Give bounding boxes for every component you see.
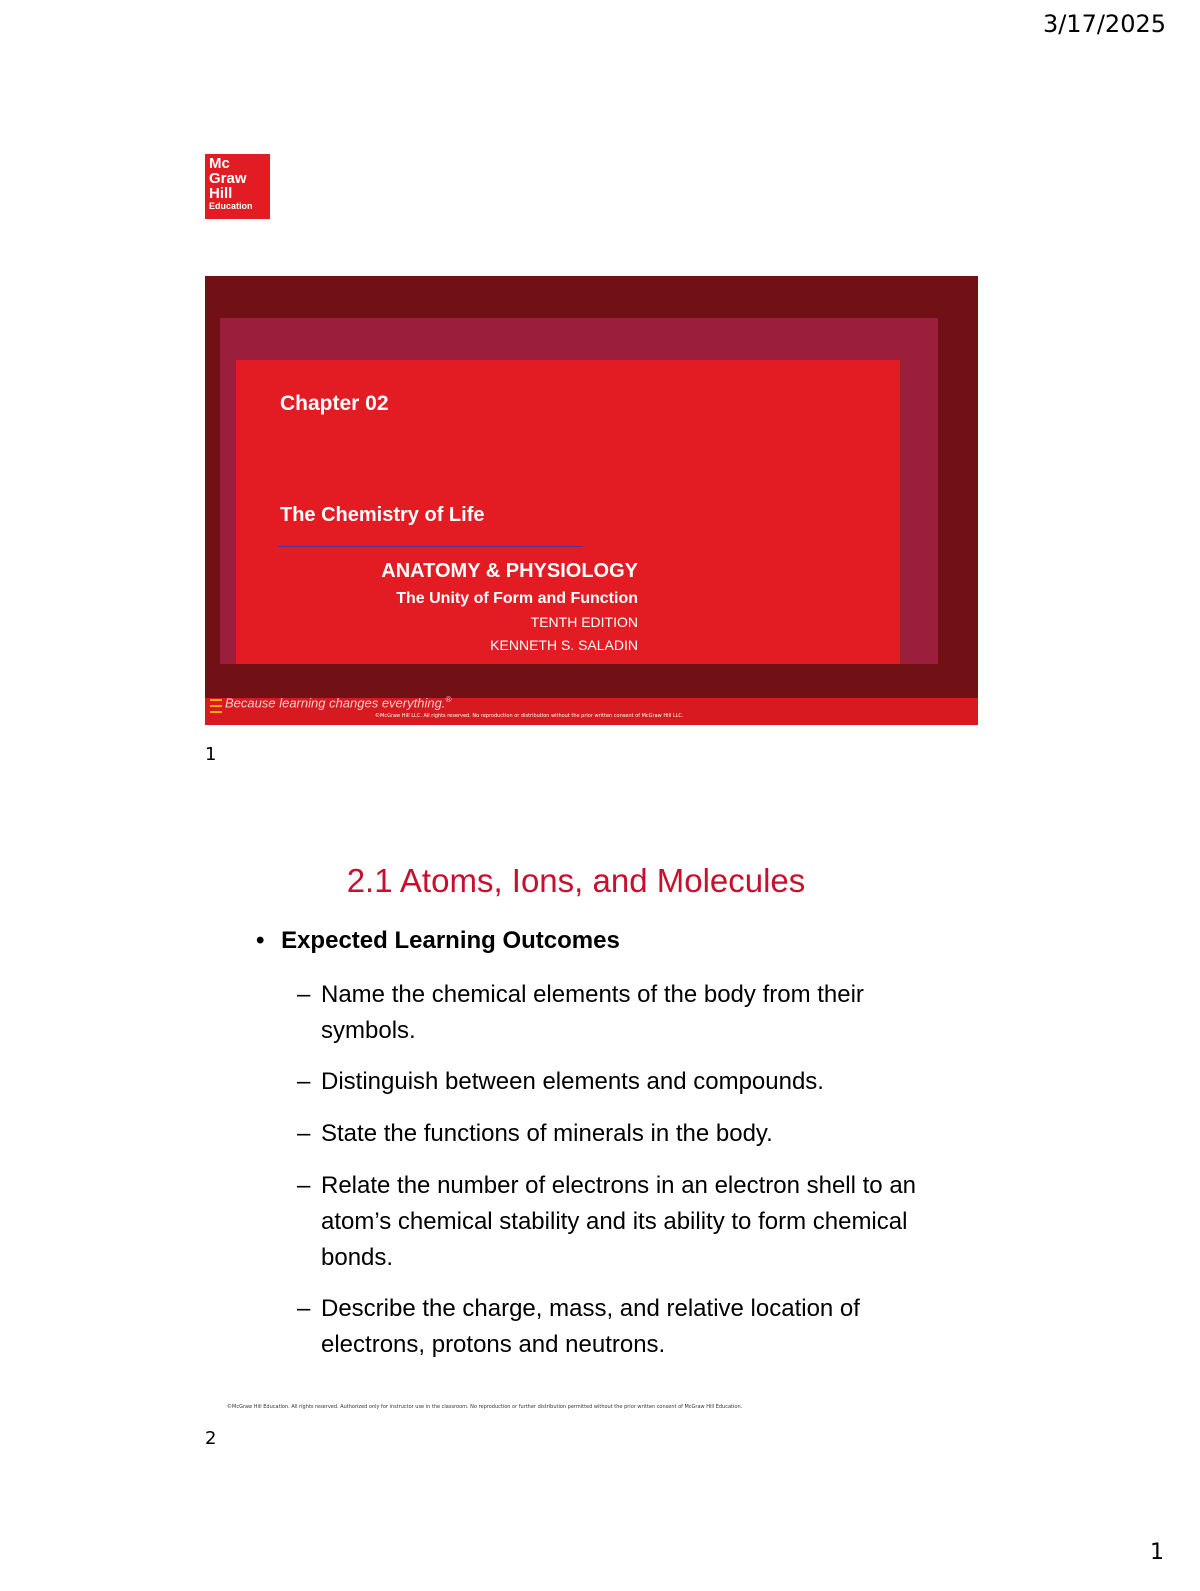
outcome-dash: – bbox=[297, 1120, 311, 1147]
outcome-text: Name the chemical elements of the body from their symbols. bbox=[321, 981, 864, 1044]
logo-line-3: Hill bbox=[209, 185, 233, 202]
tagline-mark-icon bbox=[210, 699, 222, 717]
book-subtitle: The Unity of Form and Function bbox=[396, 590, 638, 607]
outcome-dash: – bbox=[297, 981, 311, 1008]
slide-2-copyright: ©McGraw Hill Education. All rights reserved. Authorized only for instructor use in the classroom. No reproduction or further distribution permitted without the prior written consent of McGraw Hill Education. bbox=[227, 1404, 743, 1410]
tagline-registered: ® bbox=[445, 695, 452, 704]
logo-line-1: Mc bbox=[209, 155, 230, 172]
page-number: 1 bbox=[1150, 1540, 1164, 1565]
outcome-text: Relate the number of electrons in an electron shell to an atom’s chemical stability and its ability to form chemical bonds. bbox=[321, 1172, 917, 1271]
outcome-item bbox=[297, 1168, 947, 1276]
book-edition: TENTH EDITION bbox=[530, 614, 638, 630]
bullet-heading bbox=[256, 927, 620, 955]
mcgraw-hill-logo bbox=[205, 154, 270, 219]
outcome-dash: – bbox=[297, 1172, 311, 1199]
outcome-item bbox=[297, 1064, 947, 1100]
logo-line-4: Education bbox=[209, 201, 253, 211]
tagline-text: Because learning changes everything. bbox=[225, 695, 446, 711]
tagline bbox=[225, 695, 451, 710]
book-title: ANATOMY & PHYSIOLOGY bbox=[381, 560, 638, 582]
slide-1 bbox=[205, 276, 978, 725]
logo-line-2: Graw bbox=[209, 170, 247, 187]
slide-1-copyright: ©McGraw Hill LLC. All rights reserved. No reproduction or distribution without the prior written consent of McGraw Hill LLC. bbox=[375, 713, 684, 719]
outcome-item bbox=[297, 977, 947, 1049]
slide-1-title-panel bbox=[236, 360, 900, 664]
outcome-item bbox=[297, 1291, 947, 1363]
outcome-text: Distinguish between elements and compounds. bbox=[321, 1068, 824, 1095]
chapter-title: The Chemistry of Life bbox=[280, 504, 485, 526]
outcome-item bbox=[297, 1116, 947, 1152]
outcome-text: State the functions of minerals in the body. bbox=[321, 1120, 773, 1147]
bullet-heading-text: Expected Learning Outcomes bbox=[281, 927, 620, 954]
bullet-symbol: • bbox=[256, 927, 265, 954]
book-author: KENNETH S. SALADIN bbox=[490, 637, 638, 653]
print-date: 3/17/2025 bbox=[1042, 10, 1166, 38]
outcome-text: Describe the charge, mass, and relative location of electrons, protons and neutrons. bbox=[321, 1295, 860, 1358]
slide-1-number: 1 bbox=[205, 744, 217, 765]
slide-2-number: 2 bbox=[205, 1428, 217, 1449]
slide-2-title: 2.1 Atoms, Ions, and Molecules bbox=[346, 862, 806, 899]
title-rule bbox=[278, 546, 583, 547]
outcome-dash: – bbox=[297, 1068, 311, 1095]
outcome-dash: – bbox=[297, 1295, 311, 1322]
chapter-label: Chapter 02 bbox=[280, 392, 389, 415]
